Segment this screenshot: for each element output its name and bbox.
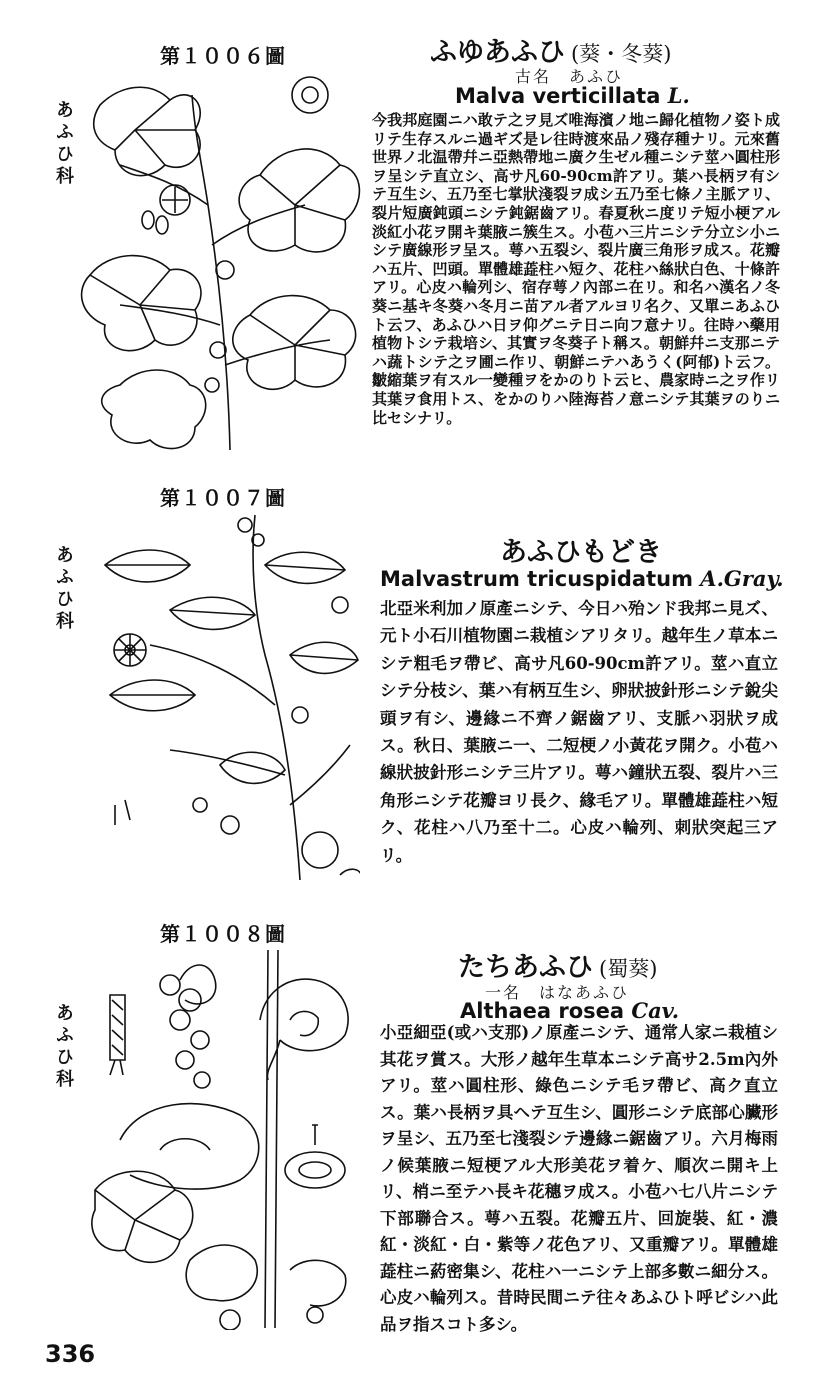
description-1006: 今我邦庭園ニハ敢テ之ヲ見ズ唯海濱ノ地ニ歸化植物ノ姿ト成リテ生存スルニ過ギズ是レ往時渡來品ノ殘存種ナリ。元來舊世界ノ北温帶幷ニ亞熱帶地ニ廣ク生ゼル種ニシテ莖ハ圓柱形ヲ呈シテ直立シ、高サ凡60-90cm許アリ。葉ハ長柄ヲ有シテ互生シ、五乃至七掌狀淺裂ヲ成シ五乃至七條ノ主脈アリ、裂片短廣鈍頭ニシテ鈍鋸齒アリ。春夏秋ニ度リテ短小梗アル淡紅小花ヲ開キ葉腋ニ簇生ス。小苞ハ三片ニシテ分立シ小ニシテ廣線形ヲ呈ス。萼ハ五裂シ、裂片廣三角形ヲ成ス。花瓣ハ五片、凹頭。單體雄蕋柱ハ短ク、花柱ハ絲狀白色、十條許アリ。心皮ハ輪列シ、宿存萼ノ內部ニ在リ。和名ハ漢名ノ冬葵ニ基キ冬葵ハ冬月ニ苗アル者アルヨリ名ク、又單ニあふひト云フ、あふひハ日ヲ仰グニテ日ニ向フ意ナリ。往時ハ藥用植物トシテ栽培シ、其實ヲ冬葵子ト稱ス。朝鮮幷ニ支那ニテハ蔬トシテ之ヲ圃ニ作リ、朝鮮ニテハあうく(阿郁)ト云フ。皺縮葉ヲ有スル一變種ヲをかのりト云ヒ、農家時ニ之ヲ作リ其葉ヲ食用トス、をかのりハ陸海苔ノ意ニシテ其葉ヲのりニ比セシナリ。 xyxy=(372,111,780,427)
family-label-1007: あふひ科 xyxy=(53,545,74,633)
family-label-1006: あふひ科 xyxy=(53,100,74,188)
japanese-name: あふひもどき xyxy=(500,537,662,568)
latin-binomial: Malva verticillata xyxy=(455,84,661,108)
figure-label-1008: 第１００８圖 xyxy=(160,922,286,946)
latin-name-1007 xyxy=(380,566,784,591)
japanese-name: ふゆあふひ xyxy=(430,37,565,68)
latin-author: Cav. xyxy=(631,998,680,1023)
latin-binomial: Althaea rosea xyxy=(460,999,625,1023)
japanese-name: たちあふひ xyxy=(458,952,593,983)
latin-binomial: Malvastrum tricuspidatum xyxy=(380,567,693,591)
entry-title-1007 xyxy=(500,530,662,569)
alternate-name: 一名 はなあふひ xyxy=(485,983,630,1002)
old-name: 古名 あふひ xyxy=(515,67,624,86)
entry-title-1008 xyxy=(458,945,657,984)
family-label-1008: あふひ科 xyxy=(53,1003,74,1091)
description-1007: 北亞米利加ノ原產ニシテ、今日ハ殆ンド我邦ニ見ズ、元ト小石川植物園ニ栽植シアリタリ。越年生ノ草本ニシテ粗毛ヲ帶ビ、高サ凡60-90cm許アリ。莖ハ直立シテ分枝シ、葉ハ有柄互生シ、卵狀披針形ニシテ銳尖頭ヲ有シ、邊緣ニ不齊ノ鋸齒アリ、支脈ハ羽狀ヲ成ス。秋日、葉腋ニ一、二短梗ノ小黃花ヲ開ク。小苞ハ線狀披針形ニシテ三片アリ。萼ハ鐘狀五裂、裂片ハ三角形ニシテ花瓣ヨリ長ク、緣毛アリ。單體雄蕋柱ハ短ク、花柱ハ八乃至十二。心皮ハ輪列、刺狀突起三アリ。 xyxy=(380,599,778,865)
latin-author: L. xyxy=(667,83,690,108)
illustration-malva-verticillata xyxy=(80,65,370,455)
kanji-name: (蜀葵) xyxy=(599,957,658,981)
page-number: 336 xyxy=(45,1340,96,1368)
description-1008: 小亞細亞(或ハ支那)ノ原產ニシテ、通常人家ニ栽植シ其花ヲ賞ス。大形ノ越年生草本ニシテ高サ2.5m內外アリ。莖ハ圓柱形、綠色ニシテ毛ヲ帶ビ、高ク直立ス。葉ハ長柄ヲ具ヘテ互生シ、圓形ニシテ底部心臟形ヲ呈シ、五乃至七淺裂シテ邊緣ニ鋸齒アリ。六月梅雨ノ候葉腋ニ短梗アル大形美花ヲ着ケ、順次ニ開キ上リ、梢ニ至テハ長キ花穗ヲ成ス。小苞ハ七八片ニシテ下部聯合ス。萼ハ五裂。花瓣五片、回旋裝、紅・濃紅・淡紅・白・紫等ノ花色アリ、又重瓣アリ。單體雄蕋柱ニ葯密集シ、花柱ハ一ニシテ上部多數ニ細分ス。心皮ハ輪列ス。昔時民間ニテ往々あふひト呼ビシハ此品ヲ指スコト多シ。 xyxy=(380,1023,778,1334)
latin-name-1006 xyxy=(455,83,690,108)
illustration-malvastrum-tricuspidatum xyxy=(90,505,360,885)
latin-author: A.Gray. xyxy=(700,566,784,591)
illustration-althaea-rosea xyxy=(90,940,360,1330)
kanji-name: (葵・冬葵) xyxy=(571,42,672,66)
figure-label-1007: 第１００７圖 xyxy=(160,486,286,510)
figure-label-1006: 第１００６圖 xyxy=(160,44,286,68)
